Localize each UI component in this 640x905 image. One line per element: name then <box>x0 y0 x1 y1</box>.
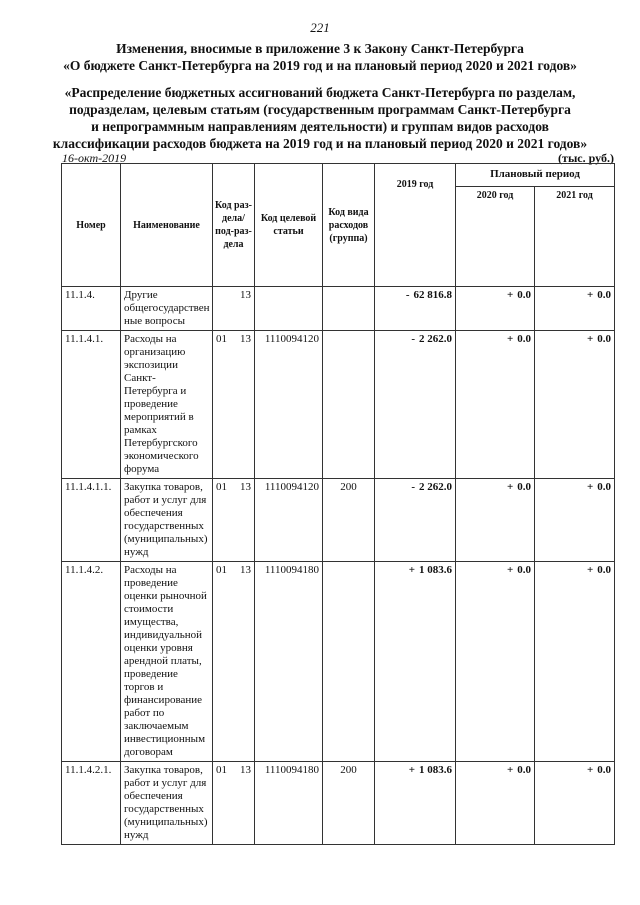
table-body <box>62 287 615 845</box>
subtitle-line: подразделам, целевым статьям (государственным программам Санкт-Петербурга <box>69 102 571 117</box>
header-section-code: Код раз-дела/ под-раз-дела <box>213 164 255 287</box>
header-number: Номер <box>62 164 121 287</box>
row-section: 01 <box>216 333 227 345</box>
table-row <box>62 287 615 331</box>
table-row <box>62 762 615 845</box>
row-target-code: 1110094120 <box>255 331 323 479</box>
document-date: 16-окт-2019 <box>62 151 127 165</box>
row-section-code <box>213 562 255 762</box>
value-2021: 0.0 <box>597 289 611 301</box>
value-2021: 0.0 <box>597 764 611 776</box>
sign-2020: + <box>506 333 514 345</box>
value-2020: 0.0 <box>517 564 531 576</box>
row-target-code <box>255 287 323 331</box>
row-section: 01 <box>216 564 227 576</box>
row-name: Закупка товаров, работ и услуг для обеспечения государственных (муниципальных) нужд <box>121 762 213 845</box>
row-number: 11.1.4.1.1. <box>62 479 121 562</box>
header-plan-period: Плановый период <box>456 164 615 187</box>
sign-2019: + <box>408 564 415 576</box>
sign-2021: + <box>586 564 594 576</box>
row-section-code <box>213 479 255 562</box>
row-section-code <box>213 762 255 845</box>
value-2019: 2 262.0 <box>419 481 452 493</box>
value-2019: 1 083.6 <box>419 764 452 776</box>
row-target-code: 1110094180 <box>255 562 323 762</box>
sign-2020: + <box>506 564 514 576</box>
sign-2020: + <box>506 289 514 301</box>
table-row <box>62 331 615 479</box>
value-2019: 1 083.6 <box>419 564 452 576</box>
page-number: 221 <box>310 20 330 35</box>
row-expense-type <box>323 287 375 331</box>
document-title <box>0 40 640 74</box>
row-amount-2019 <box>375 562 456 762</box>
row-amount-2021 <box>535 479 615 562</box>
row-name: Закупка товаров, работ и услуг для обеспечения государственных (муниципальных) нужд <box>121 479 213 562</box>
header-2021: 2021 год <box>535 186 615 286</box>
row-amount-2021 <box>535 762 615 845</box>
document-subtitle <box>30 84 610 152</box>
row-amount-2019 <box>375 479 456 562</box>
value-2020: 0.0 <box>517 764 531 776</box>
table-row <box>62 479 615 562</box>
value-2020: 0.0 <box>517 333 531 345</box>
value-2021: 0.0 <box>597 481 611 493</box>
value-2019: 62 816.8 <box>413 289 452 301</box>
sign-2019: + <box>408 764 415 776</box>
row-section-code <box>213 287 255 331</box>
sign-2021: + <box>586 764 594 776</box>
header-expense-type: Код вида расходов (группа) <box>323 164 375 287</box>
row-number: 11.1.4.2.1. <box>62 762 121 845</box>
row-subsection: 13 <box>240 333 251 345</box>
row-target-code: 1110094120 <box>255 479 323 562</box>
subtitle-line: классификации расходов бюджета на 2019 год и на плановый период 2020 и 2021 годов» <box>52 136 588 151</box>
sign-2021: + <box>586 333 594 345</box>
header-target-code: Код целевой статьи <box>255 164 323 287</box>
row-number: 11.1.4.2. <box>62 562 121 762</box>
row-amount-2019 <box>375 287 456 331</box>
table-row <box>62 562 615 762</box>
row-expense-type <box>323 331 375 479</box>
sign-2019: - <box>411 333 415 345</box>
row-amount-2020 <box>456 287 535 331</box>
row-amount-2020 <box>456 762 535 845</box>
title-line: Изменения, вносимые в приложение 3 к Закону Санкт-Петербурга <box>116 41 524 56</box>
header-2020: 2020 год <box>456 186 535 286</box>
value-2019: 2 262.0 <box>419 333 452 345</box>
row-expense-type: 200 <box>323 762 375 845</box>
value-2020: 0.0 <box>517 289 531 301</box>
row-amount-2019 <box>375 762 456 845</box>
row-subsection: 13 <box>240 289 251 301</box>
sign-2021: + <box>586 289 594 301</box>
value-2021: 0.0 <box>597 564 611 576</box>
budget-table <box>61 163 615 845</box>
row-name: Расходы на проведение оценки рыночной стоимости имущества, индивидуальной оценки уровня арендной платы, проведение торгов и финансирование работ по заключаемым инвестиционным договорам <box>121 562 213 762</box>
row-amount-2020 <box>456 562 535 762</box>
header-name: Наименование <box>121 164 213 287</box>
row-amount-2021 <box>535 331 615 479</box>
row-expense-type <box>323 562 375 762</box>
row-section: 01 <box>216 481 227 493</box>
row-amount-2020 <box>456 331 535 479</box>
value-2021: 0.0 <box>597 333 611 345</box>
row-number: 11.1.4.1. <box>62 331 121 479</box>
row-target-code: 1110094180 <box>255 762 323 845</box>
value-2020: 0.0 <box>517 481 531 493</box>
header-2019: 2019 год <box>375 164 456 287</box>
row-subsection: 13 <box>240 564 251 576</box>
sign-2019: - <box>411 481 415 493</box>
row-amount-2020 <box>456 479 535 562</box>
row-amount-2021 <box>535 562 615 762</box>
row-number: 11.1.4. <box>62 287 121 331</box>
sign-2020: + <box>506 764 514 776</box>
subtitle-line: и непрограммным направлениям деятельности) и группам видов расходов <box>91 119 549 134</box>
row-subsection: 13 <box>240 764 251 776</box>
sign-2020: + <box>506 481 514 493</box>
row-subsection: 13 <box>240 481 251 493</box>
row-section: 01 <box>216 764 227 776</box>
subtitle-line: «Распределение бюджетных ассигнований бюджета Санкт-Петербурга по разделам, <box>64 85 576 100</box>
row-amount-2021 <box>535 287 615 331</box>
units-label: (тыс. руб.) <box>558 151 614 165</box>
row-amount-2019 <box>375 331 456 479</box>
title-line: «О бюджете Санкт-Петербурга на 2019 год и на плановый период 2020 и 2021 годов» <box>63 58 577 73</box>
row-expense-type: 200 <box>323 479 375 562</box>
row-name: Другие общегосударствен ные вопросы <box>121 287 213 331</box>
row-name: Расходы на организацию экспозиции Санкт-Петербурга и проведение мероприятий в рамках Петербургского экономического форума <box>121 331 213 479</box>
sign-2021: + <box>586 481 594 493</box>
sign-2019: - <box>405 289 410 301</box>
row-section-code <box>213 331 255 479</box>
